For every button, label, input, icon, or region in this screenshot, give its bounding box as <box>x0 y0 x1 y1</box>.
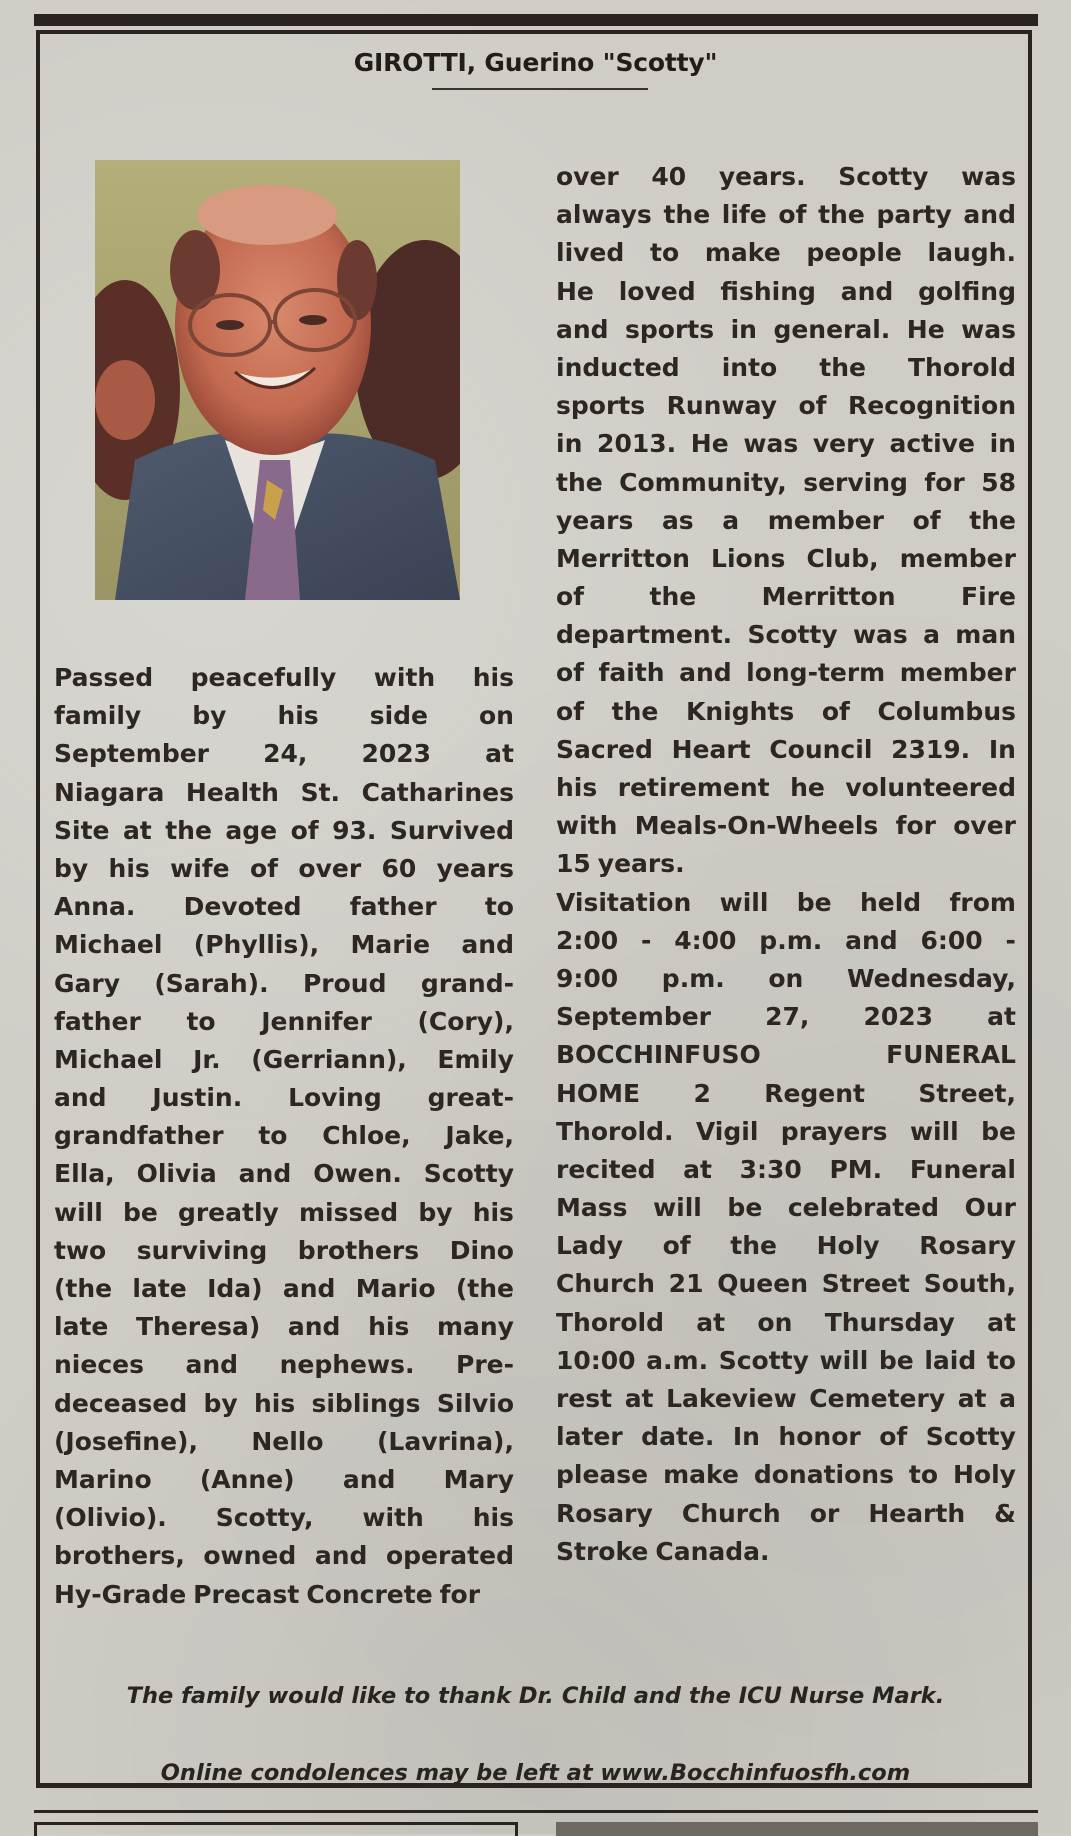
text-line: years as a member of the <box>556 505 1016 535</box>
text-line: of the Merritton Fire <box>556 582 1016 612</box>
obituary-right-column <box>556 158 1016 1571</box>
text-line: Lady of the Holy Rosary <box>556 1231 1016 1261</box>
text-line: Stroke Canada. <box>556 1536 770 1566</box>
portrait-illustration <box>95 160 460 600</box>
text-line: of faith and long-term member <box>556 658 1016 688</box>
text-line: department. Scotty was a man <box>556 620 1016 650</box>
text-line: in 2013. He was very active in <box>556 429 1016 459</box>
text-line: Thorold at on Thursday at <box>556 1307 1016 1337</box>
bottom-rule <box>34 1810 1038 1813</box>
text-line: of the Knights of Columbus <box>556 696 1016 726</box>
text-line: Anna. Devoted father to <box>54 892 514 922</box>
text-line: two surviving brothers Dino <box>54 1235 514 1265</box>
text-line: Merritton Lions Club, member <box>556 543 1016 573</box>
text-line: Visitation will be held from <box>556 887 1016 917</box>
text-line: lived to make people laugh. <box>556 238 1016 268</box>
text-line: please make donations to Holy <box>556 1460 1016 1490</box>
thanks-note: The family would like to thank Dr. Child and the ICU Nurse Mark. <box>126 1683 945 1709</box>
text-line: Mass will be celebrated Our <box>556 1193 1016 1223</box>
text-line: and sports in general. He was <box>556 314 1016 344</box>
text-line: always the life of the party and <box>556 200 1016 230</box>
text-line: Gary (Sarah). Proud grand- <box>54 968 514 998</box>
text-line: inducted into the Thorold <box>556 352 1016 382</box>
text-line: family by his side on <box>54 701 514 731</box>
text-line: nieces and nephews. Pre- <box>54 1350 514 1380</box>
text-line: deceased by his siblings Silvio <box>54 1388 514 1418</box>
text-line: brothers, owned and operated <box>54 1541 514 1571</box>
text-line: Michael (Phyllis), Marie and <box>54 930 514 960</box>
text-line: Hy-Grade Precast Concrete for <box>54 1579 481 1609</box>
text-line: sports Runway of Recognition <box>556 391 1016 421</box>
text-line: the Community, serving for 58 <box>556 467 1016 497</box>
text-line: his retirement he volunteered <box>556 773 1016 802</box>
text-line: with Meals-On-Wheels for over <box>556 811 1016 841</box>
text-line: He loved fishing and golfing <box>556 276 1016 306</box>
text-line: Niagara Health St. Catharines <box>54 777 514 807</box>
text-line: HOME 2 Regent Street, <box>556 1078 1016 1108</box>
text-line: late Theresa) and his many <box>54 1312 514 1342</box>
text-line: Ella, Olivia and Owen. Scotty <box>54 1159 514 1189</box>
text-line: Church 21 Queen Street South, <box>556 1269 1016 1299</box>
text-line: September 24, 2023 at <box>54 739 514 769</box>
text-line: recited at 3:30 PM. Funeral <box>556 1154 1016 1184</box>
text-line: by his wife of over 60 years <box>54 853 514 883</box>
condolences-note: Online condolences may be left at www.Bocchinfuosfh.com <box>160 1760 911 1786</box>
text-line: Michael Jr. (Gerriann), Emily <box>54 1044 514 1074</box>
text-line: Marino (Anne) and Mary <box>54 1464 514 1494</box>
text-line: and Justin. Loving great- <box>54 1083 514 1113</box>
text-line: Thorold. Vigil prayers will be <box>556 1116 1016 1146</box>
obituary-title: GIROTTI, Guerino "Scotty" <box>353 48 718 77</box>
text-line: (Olivio). Scotty, with his <box>54 1503 514 1533</box>
text-line: 2:00 - 4:00 p.m. and 6:00 - <box>556 925 1016 955</box>
text-line: September 27, 2023 at <box>556 1002 1016 1032</box>
text-line: 15 years. <box>556 849 685 879</box>
text-line: will be greatly missed by his <box>54 1197 514 1227</box>
text-line: Sacred Heart Council 2319. In <box>556 734 1016 764</box>
text-line: Passed peacefully with his <box>54 663 514 692</box>
text-line: rest at Lakeview Cemetery at a <box>556 1384 1016 1413</box>
text-line: (Josefine), Nello (Lavrina), <box>54 1426 514 1456</box>
top-rule <box>34 14 1038 26</box>
text-line: 10:00 a.m. Scotty will be laid to <box>556 1345 1016 1375</box>
portrait-photo <box>95 160 460 600</box>
text-line: BOCCHINFUSO FUNERAL <box>556 1040 1016 1070</box>
text-line: later date. In honor of Scotty <box>556 1422 1016 1452</box>
obituary-left-column <box>54 659 514 1614</box>
text-line: Site at the age of 93. Survived <box>54 815 514 845</box>
text-line: over 40 years. Scotty was <box>556 162 1016 191</box>
text-line: grandfather to Chloe, Jake, <box>54 1121 514 1151</box>
title-underline <box>432 88 648 90</box>
text-line: (the late Ida) and Mario (the <box>54 1274 514 1303</box>
text-line: Rosary Church or Hearth & <box>556 1498 1016 1528</box>
text-line: 9:00 p.m. on Wednesday, <box>556 963 1016 993</box>
text-line: father to Jennifer (Cory), <box>54 1006 514 1036</box>
